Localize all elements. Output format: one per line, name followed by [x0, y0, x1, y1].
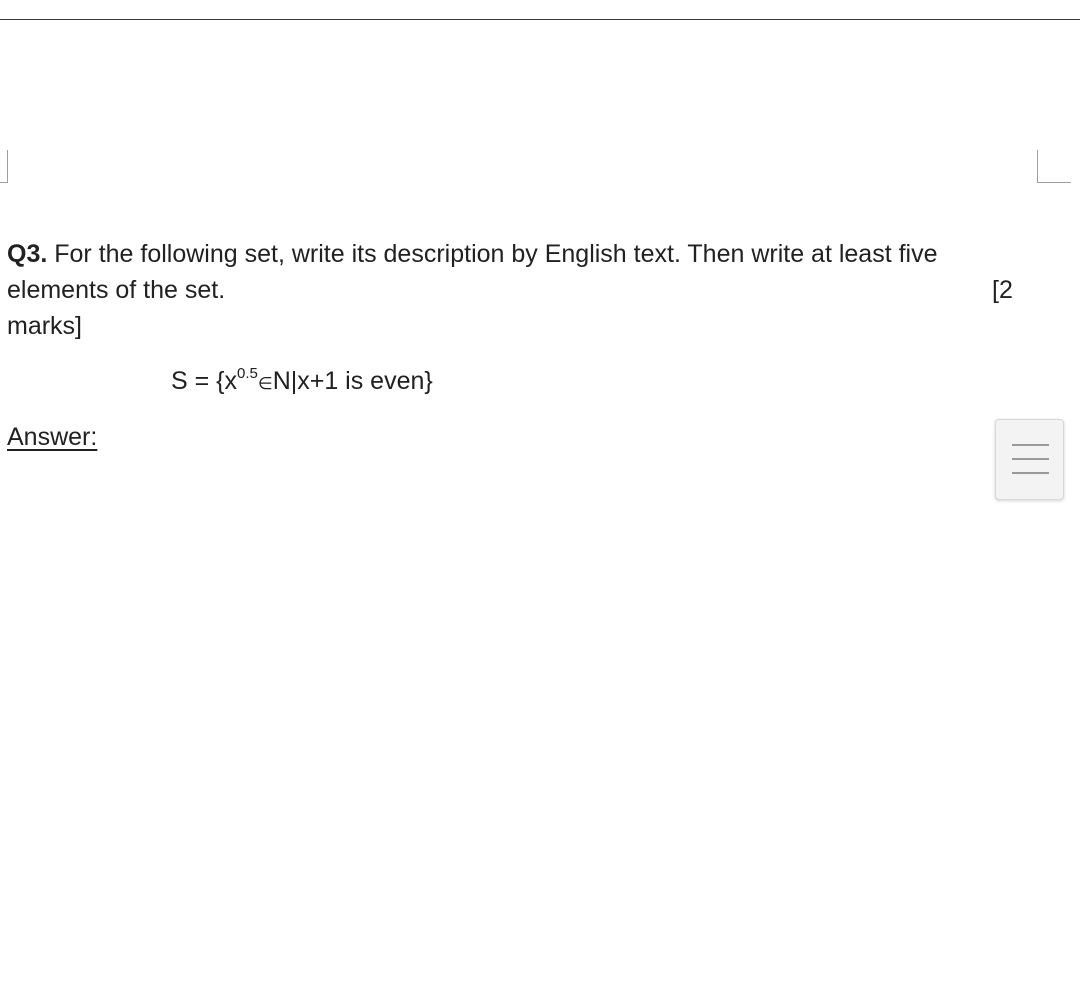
marks-close: marks]: [7, 312, 82, 340]
question-line-1: [7, 236, 1042, 272]
hamburger-menu-icon: [1012, 444, 1049, 474]
page-top-border: [0, 19, 1080, 20]
element-of-symbol: ∈: [257, 374, 273, 393]
formula-lhs: S = {x: [171, 367, 238, 395]
marks-open: [2: [992, 276, 1013, 304]
answer-label: Answer:: [7, 423, 98, 451]
formula-rhs: N|x+1 is even}: [272, 367, 433, 395]
question-number: Q3.: [7, 240, 48, 268]
question-text-line-1: For the following set, write its description by English text. Then write at least five: [47, 240, 938, 268]
menu-button[interactable]: [995, 419, 1064, 500]
question-block: [7, 236, 1042, 344]
left-margin-corner-mark: [0, 150, 8, 183]
question-line-2: [7, 272, 1042, 308]
set-formula: [171, 363, 433, 402]
question-text-line-2: elements of the set.: [7, 276, 226, 304]
question-line-3: [7, 308, 1042, 344]
formula-exponent: 0.5: [237, 365, 258, 382]
right-margin-corner-mark: [1037, 150, 1071, 183]
